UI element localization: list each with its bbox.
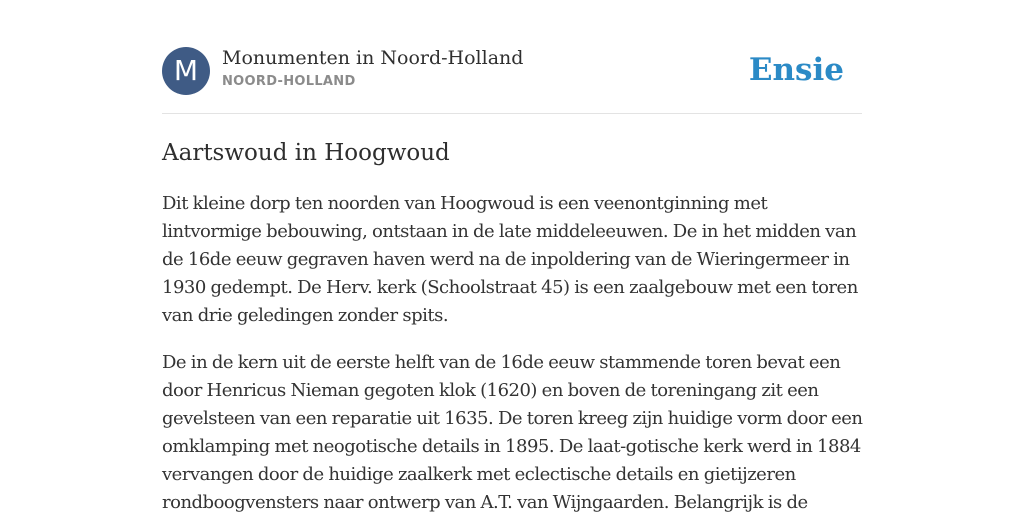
paragraph-line: 1930 gedempt. De Herv. kerk (Schoolstraat 45) is een zaalgebouw met een toren — [162, 277, 858, 298]
paragraph-line: lintvormige bebouwing, ontstaan in de late middeleeuwen. De in het midden van — [162, 221, 857, 242]
ensie-logo[interactable]: Ensie — [748, 52, 844, 88]
article-paragraph — [162, 190, 862, 330]
paragraph-line: de 16de eeuw gegraven haven werd na de inpoldering van de Wieringermeer in — [162, 249, 850, 270]
collection-title[interactable]: Monumenten in Noord-Holland — [222, 47, 524, 69]
paragraph-line: door Henricus Nieman gegoten klok (1620) en boven de toreningang zit een — [162, 380, 819, 401]
header-divider — [162, 113, 862, 114]
article-body — [162, 190, 862, 512]
paragraph-line: van drie geledingen zonder spits. — [162, 305, 449, 326]
article-title: Aartswoud in Hoogwoud — [162, 140, 450, 166]
paragraph-line: rondboogvensters naar ontwerp van A.T. van Wijngaarden. Belangrijk is de — [162, 492, 808, 512]
paragraph-line: Dit kleine dorp ten noorden van Hoogwoud is een veenontginning met — [162, 193, 768, 214]
collection-header — [162, 46, 862, 96]
collection-subtitle[interactable]: NOORD-HOLLAND — [222, 74, 356, 89]
paragraph-line: De in de kern uit de eerste helft van de 16de eeuw stammende toren bevat een — [162, 352, 841, 373]
paragraph-line: vervangen door de huidige zaalkerk met eclectische details en gietijzeren — [162, 464, 796, 485]
paragraph-line: omklamping met neogotische details in 1895. De laat-gotische kerk werd in 1884 — [162, 436, 861, 457]
collection-avatar[interactable]: M — [162, 47, 210, 95]
paragraph-line: gevelsteen van een reparatie uit 1635. De toren kreeg zijn huidige vorm door een — [162, 408, 863, 429]
article-paragraph — [162, 349, 862, 512]
